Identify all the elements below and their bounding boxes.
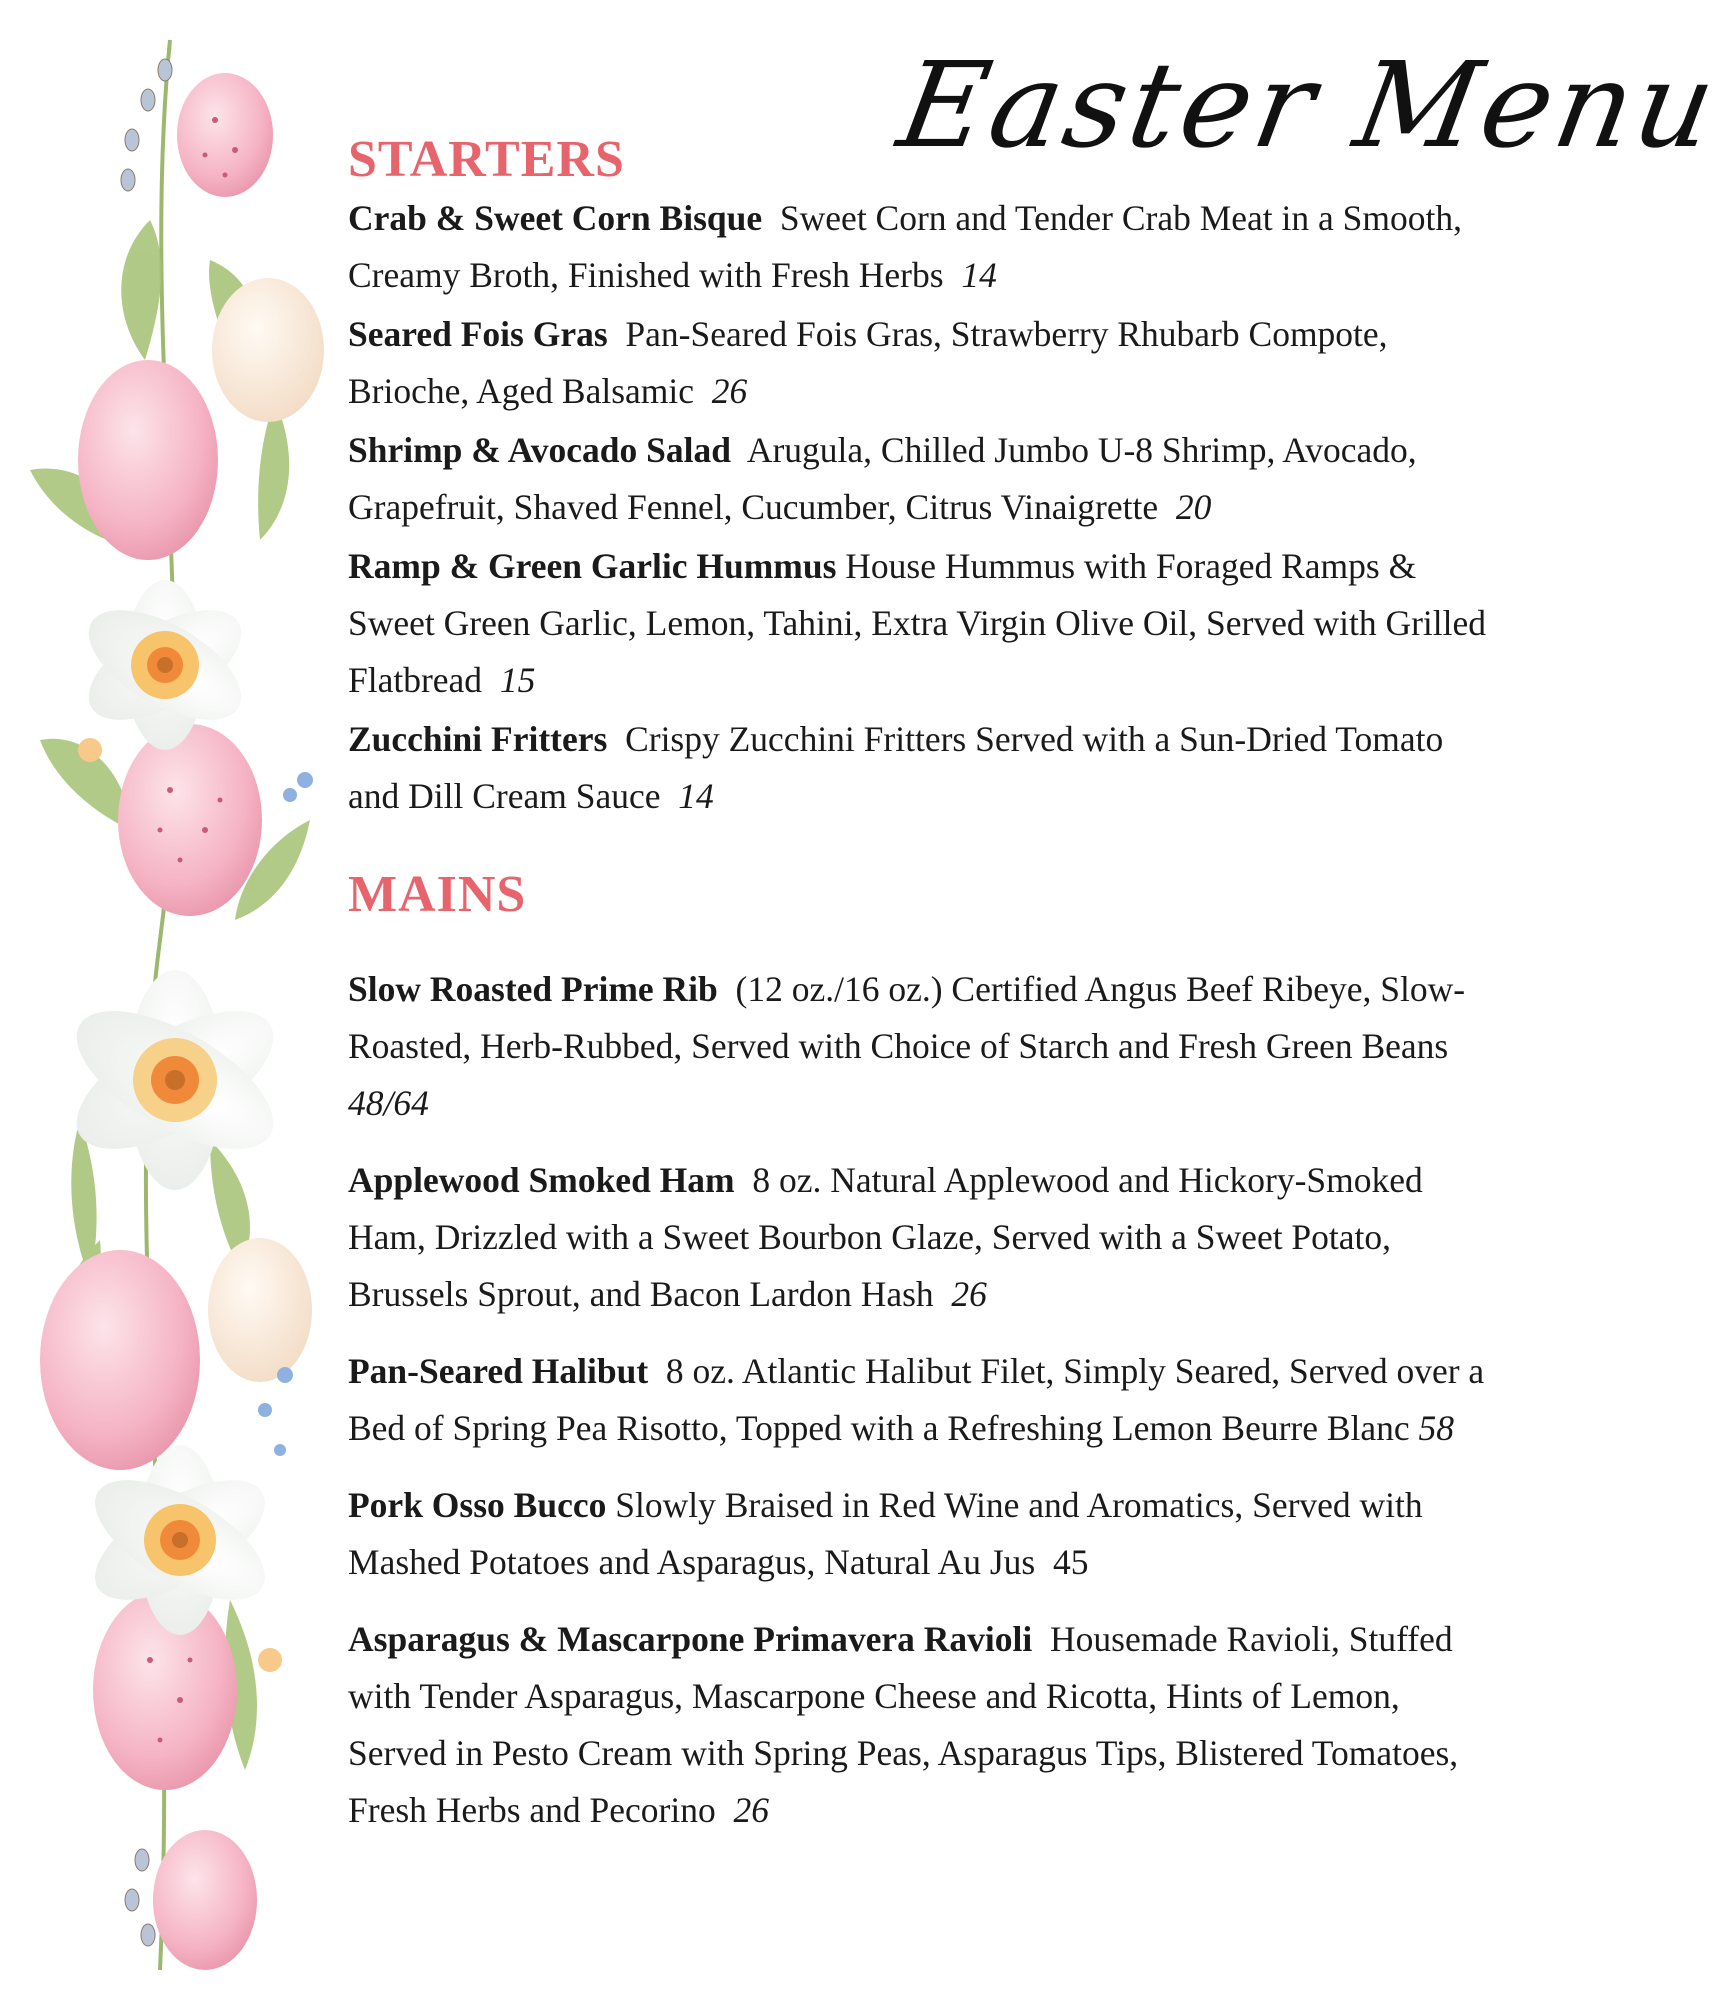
- menu-item: [348, 538, 1498, 709]
- item-price: 14: [961, 255, 997, 295]
- item-price: 58: [1418, 1408, 1455, 1448]
- item-name: Seared Fois Gras: [348, 314, 608, 354]
- item-name: Asparagus & Mascarpone Primavera Ravioli: [348, 1619, 1033, 1659]
- menu-item: [348, 190, 1498, 304]
- item-description: 8 oz. Atlantic Halibut Filet, Simply Seared, Served over a Bed of Spring Pea Risotto, Topped with a Refreshing Lemon Beurre Blanc: [348, 1351, 1485, 1448]
- menu-item: [348, 1477, 1498, 1591]
- menu-title: Easter Menu: [889, 36, 1729, 174]
- item-description: Slowly Braised in Red Wine and Aromatics, Served with Mashed Potatoes and Asparagus, Natural Au Jus: [348, 1485, 1423, 1582]
- menu-item: [348, 961, 1498, 1132]
- section-title-starters: STARTERS: [348, 131, 625, 188]
- item-description: (12 oz./16 oz.) Certified Angus Beef Ribeye, Slow-Roasted, Herb-Rubbed, Served with Choice of Starch and Fresh Green Beans: [348, 969, 1466, 1066]
- item-price: 26: [951, 1274, 987, 1314]
- menu-item: [348, 306, 1498, 420]
- item-name: Applewood Smoked Ham: [348, 1160, 735, 1200]
- section-title-mains: MAINS: [348, 866, 527, 923]
- item-price: 20: [1175, 487, 1212, 527]
- item-price: 48/64: [348, 1083, 429, 1123]
- item-description: Housemade Ravioli, Stuffed with Tender Asparagus, Mascarpone Cheese and Ricotta, Hints of Lemon, Served in Pesto Cream with Spring Peas, Asparagus Tips, Blistered Tomatoes, Fresh Herbs and Pecorino: [348, 1619, 1459, 1830]
- item-name: Pork Osso Bucco: [348, 1485, 607, 1525]
- menu-item: [348, 1343, 1498, 1457]
- floral-garland-icon: [20, 40, 320, 1970]
- item-description: Pan-Seared Fois Gras, Strawberry Rhubarb Compote, Brioche, Aged Balsamic: [348, 314, 1388, 411]
- menu-content: [348, 130, 1498, 1839]
- item-name: Shrimp & Avocado Salad: [348, 430, 732, 470]
- item-price: 26: [733, 1790, 769, 1830]
- item-name: Crab & Sweet Corn Bisque: [348, 198, 763, 238]
- item-description: 8 oz. Natural Applewood and Hickory-Smoked Ham, Drizzled with a Sweet Bourbon Glaze, Served with a Sweet Potato, Brussels Sprout, and Bacon Lardon Hash: [348, 1160, 1423, 1314]
- item-price: 45: [1052, 1542, 1089, 1582]
- item-name: Zucchini Fritters: [348, 719, 608, 759]
- item-price: 14: [678, 776, 714, 816]
- menu-item: [348, 711, 1498, 825]
- item-description: House Hummus with Foraged Ramps & Sweet Green Garlic, Lemon, Tahini, Extra Virgin Olive Oil, Served with Grilled Flatbread: [348, 546, 1487, 700]
- item-description: Arugula, Chilled Jumbo U-8 Shrimp, Avocado, Grapefruit, Shaved Fennel, Cucumber, Citrus Vinaigrette: [348, 430, 1417, 527]
- item-name: Slow Roasted Prime Rib: [348, 969, 718, 1009]
- item-name: Pan-Seared Halibut: [348, 1351, 649, 1391]
- item-price: 26: [711, 371, 748, 411]
- item-description: Crispy Zucchini Fritters Served with a Sun-Dried Tomato and Dill Cream Sauce: [348, 719, 1444, 816]
- item-price: 15: [499, 660, 536, 700]
- item-name: Ramp & Green Garlic Hummus: [348, 546, 837, 586]
- menu-item: [348, 422, 1498, 536]
- item-description: Sweet Corn and Tender Crab Meat in a Smooth, Creamy Broth, Finished with Fresh Herbs: [348, 198, 1462, 295]
- menu-item: [348, 1152, 1498, 1323]
- menu-item: [348, 1611, 1498, 1839]
